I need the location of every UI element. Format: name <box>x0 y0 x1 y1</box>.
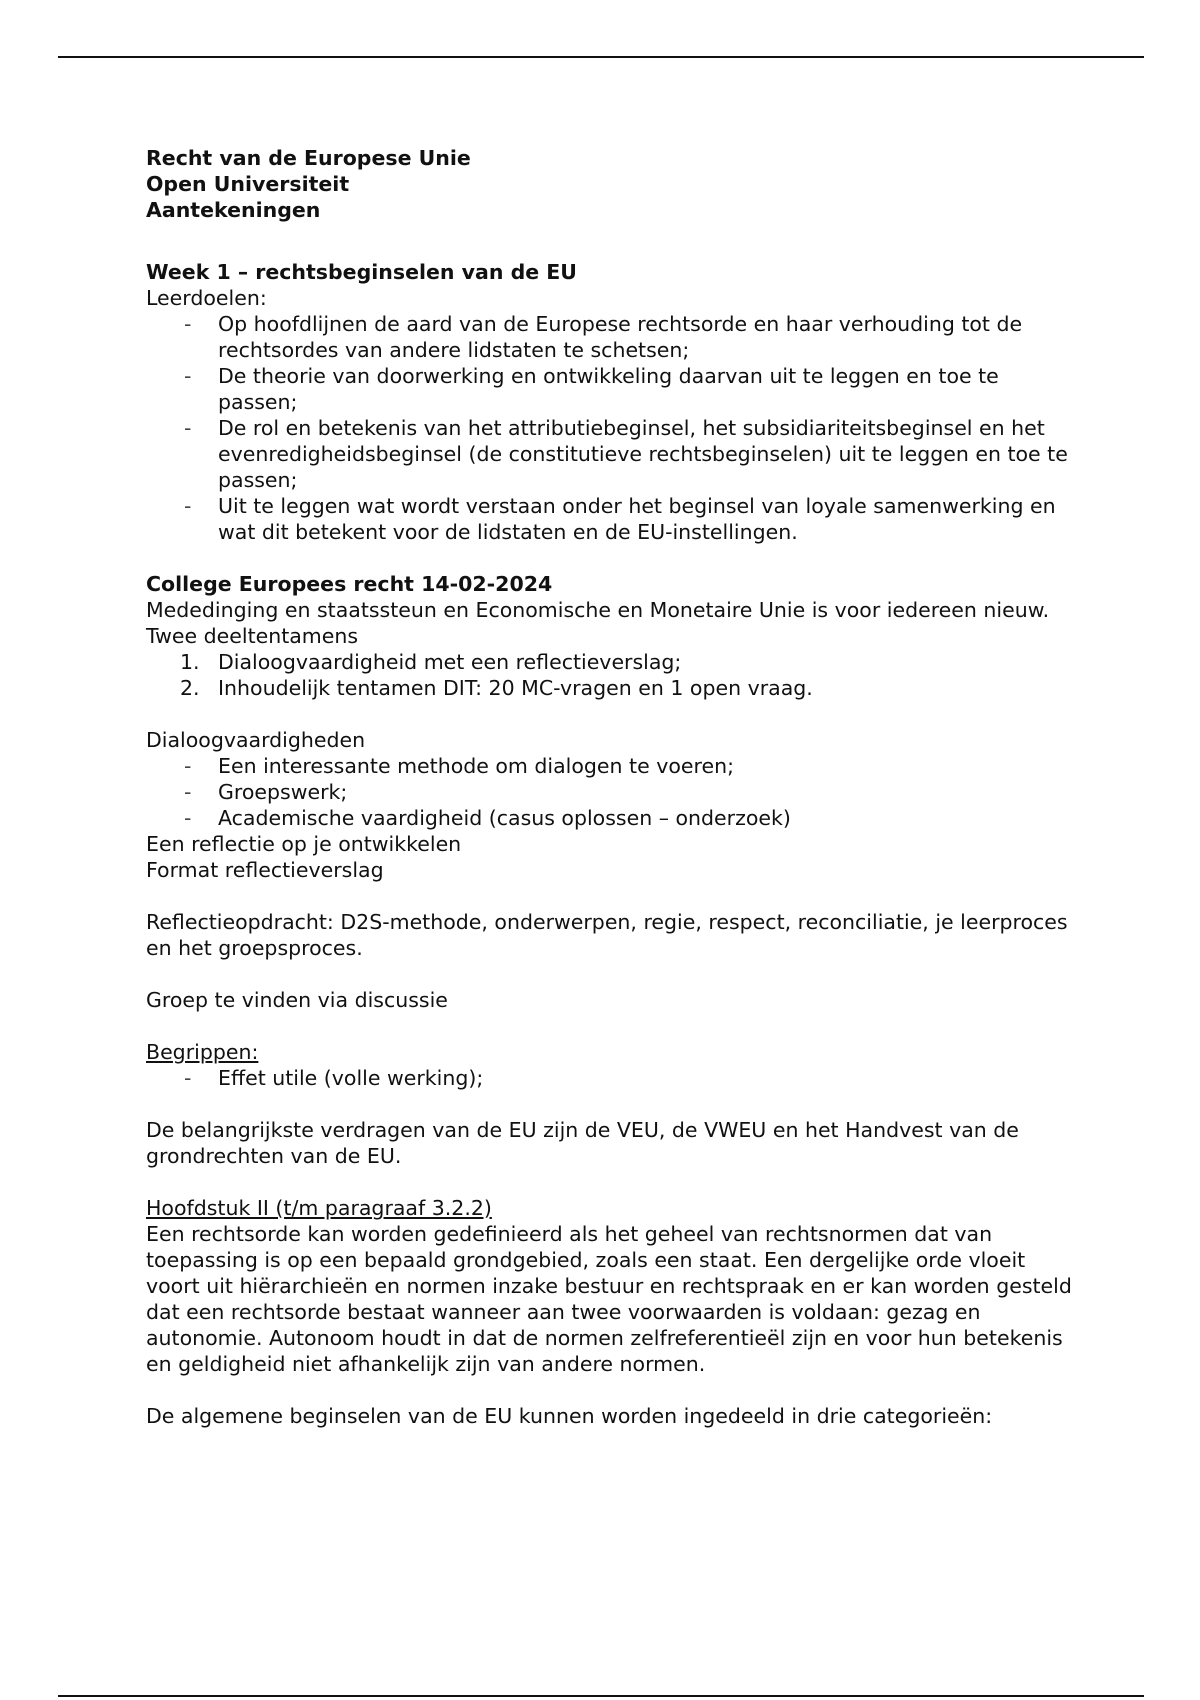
begrippen-list <box>146 1065 1076 1091</box>
list-item <box>146 649 1076 675</box>
bottom-rule <box>58 1695 1144 1697</box>
rechtsorde-paragraph: Een rechtsorde kan worden gedefinieerd als het geheel van rechtsnormen dat van toepassing is op een bepaald grondgebied, zoals een staat. Een dergelijke orde vloeit voort uit hiërarchieën en normen inzake bestuur en rechtspraak en er kan worden gesteld dat een rechtsorde bestaat wanneer aan twee voorwaarden is voldaan: gezag en autonomie. Autonoom houdt in dat de normen zelfreferentieël zijn en voor hun betekenis en geldigheid niet afhankelijk zijn van andere normen. <box>146 1222 1072 1376</box>
dialoog-list <box>146 753 1076 831</box>
document-subtitle: Aantekeningen <box>146 198 321 222</box>
list-text: Dialoogvaardigheid met een reflectieverslag; <box>218 650 682 674</box>
list-number: 2. <box>180 676 200 700</box>
begrippen-label: Begrippen: <box>146 1040 259 1064</box>
leerdoelen-list <box>146 311 1076 545</box>
reflectie-line: Een reflectie op je ontwikkelen <box>146 832 462 856</box>
beginselen-paragraph: De algemene beginselen van de EU kunnen worden ingedeeld in drie categorieën: <box>146 1404 993 1428</box>
list-number: 1. <box>180 650 200 674</box>
tentamens-list <box>146 649 1076 701</box>
tentamens-label: Twee deeltentamens <box>146 624 359 648</box>
hoofdstuk-heading: Hoofdstuk II (t/m paragraaf 3.2.2) <box>146 1196 492 1220</box>
list-item: - De rol en betekenis van het attributiebeginsel, het subsidiariteitsbeginsel en het evenredigheidsbeginsel (de constitutieve rechtsbeginselen) uit te leggen en toe te passen; <box>146 415 1076 493</box>
reflectie-format-line: Format reflectieverslag <box>146 858 384 882</box>
list-text: Inhoudelijk tentamen DIT: 20 MC-vragen en 1 open vraag. <box>218 676 813 700</box>
list-item: - Groepswerk; <box>146 779 1076 805</box>
leerdoelen-label: Leerdoelen: <box>146 286 267 310</box>
week1-heading: Week 1 – rechtsbeginselen van de EU <box>146 260 577 284</box>
document-institution: Open Universiteit <box>146 172 350 196</box>
list-item: - Academische vaardigheid (casus oplossen – onderzoek) <box>146 805 1076 831</box>
list-item: - Effet utile (volle werking); <box>146 1065 1076 1091</box>
document-body <box>146 145 1076 1429</box>
groep-line: Groep te vinden via discussie <box>146 988 448 1012</box>
list-item: - Een interessante methode om dialogen te voeren; <box>146 753 1076 779</box>
college-heading: College Europees recht 14-02-2024 <box>146 572 553 596</box>
verdragen-paragraph: De belangrijkste verdragen van de EU zijn de VEU, de VWEU en het Handvest van de grondrechten van de EU. <box>146 1118 1019 1168</box>
list-item <box>146 675 1076 701</box>
reflectieopdracht: Reflectieopdracht: D2S-methode, onderwerpen, regie, respect, reconciliatie, je leerproces en het groepsproces. <box>146 910 1068 960</box>
college-intro: Mededinging en staatssteun en Economische en Monetaire Unie is voor iedereen nieuw. <box>146 598 1050 622</box>
list-item: - Op hoofdlijnen de aard van de Europese rechtsorde en haar verhouding tot de rechtsordes van andere lidstaten te schetsen; <box>146 311 1076 363</box>
dialoog-label: Dialoogvaardigheden <box>146 728 366 752</box>
top-rule <box>58 56 1144 58</box>
list-item: - De theorie van doorwerking en ontwikkeling daarvan uit te leggen en toe te passen; <box>146 363 1076 415</box>
list-item: - Uit te leggen wat wordt verstaan onder het beginsel van loyale samenwerking en wat dit betekent voor de lidstaten en de EU-instellingen. <box>146 493 1076 545</box>
document-title: Recht van de Europese Unie <box>146 146 471 170</box>
